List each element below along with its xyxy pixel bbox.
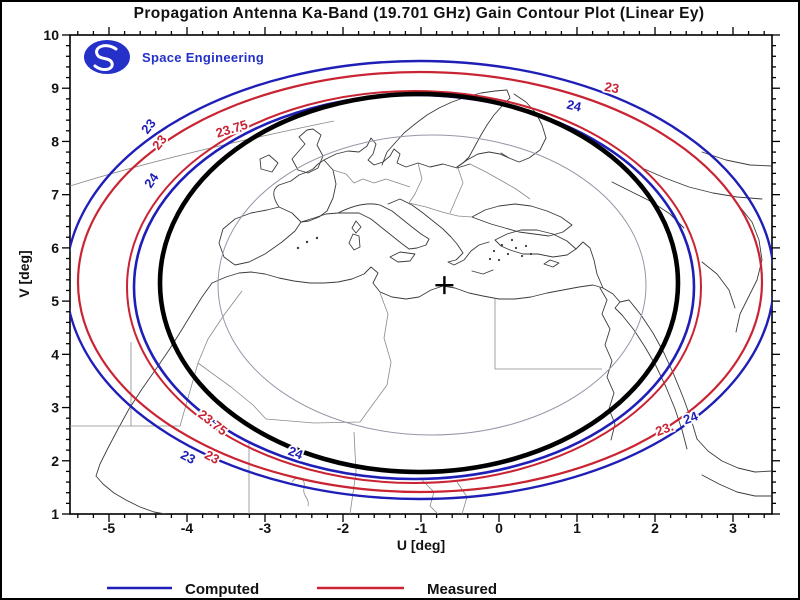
- y-tick-label: 2: [51, 452, 59, 469]
- contour-value-label: 23: [202, 447, 223, 468]
- x-tick-label: -5: [102, 520, 116, 536]
- contour-value-label: 24: [286, 443, 306, 463]
- contour-value-label: 23.75: [195, 406, 231, 439]
- legend-measured-label: Measured: [427, 581, 498, 598]
- y-tick-label: 8: [51, 133, 59, 150]
- x-axis-label: U [deg]: [396, 537, 446, 553]
- legend-computed-label: Computed: [185, 581, 260, 598]
- contour-value-label: 23: [178, 447, 199, 468]
- y-tick-label: 4: [51, 346, 59, 363]
- x-tick-label: -4: [180, 520, 194, 536]
- y-tick-label: 9: [51, 80, 59, 97]
- y-axis-label: V [deg]: [16, 250, 32, 298]
- x-tick-label: -1: [414, 520, 428, 536]
- space-engineering-logo: [84, 40, 264, 74]
- contour-reference-mask: [160, 94, 678, 472]
- beam-center-marker: [435, 276, 453, 294]
- plot-frame: [70, 35, 772, 514]
- contour-value-label: 23.: [653, 418, 676, 439]
- contour-value-label: 24: [141, 170, 162, 191]
- contour-value-label: 23: [149, 131, 170, 153]
- y-tick-label: 1: [51, 506, 59, 522]
- y-tick-label: 3: [51, 399, 59, 416]
- contour-value-label: 24: [681, 408, 700, 428]
- contour-value-label: 23.75: [213, 116, 250, 141]
- contour-coverage-circle: [218, 135, 646, 435]
- x-tick-label: 2: [651, 520, 659, 536]
- x-tick-label: 1: [573, 520, 581, 536]
- contour-value-label: 23: [603, 78, 621, 97]
- contour-plot: [2, 2, 798, 598]
- y-tick-label: 7: [51, 186, 59, 203]
- plot-title: Propagation Antenna Ka-Band (19.701 GHz) Gain Contour Plot (Linear Ey): [133, 5, 705, 22]
- y-tick-label: 6: [51, 239, 59, 256]
- contour-value-label: 24: [565, 96, 583, 115]
- x-tick-label: 0: [495, 520, 503, 536]
- y-tick-label: 10: [43, 27, 59, 43]
- crosshair-icon: [435, 276, 453, 294]
- map-layer: [70, 90, 772, 514]
- axis-ticks: [43, 27, 780, 536]
- legend: [107, 581, 497, 598]
- contour-value-label: 23: [138, 115, 159, 137]
- x-tick-label: 3: [729, 520, 737, 536]
- x-tick-label: -3: [258, 520, 272, 536]
- y-tick-label: 5: [51, 293, 59, 310]
- x-tick-label: -2: [336, 520, 350, 536]
- logo-text: Space Engineering: [142, 50, 265, 65]
